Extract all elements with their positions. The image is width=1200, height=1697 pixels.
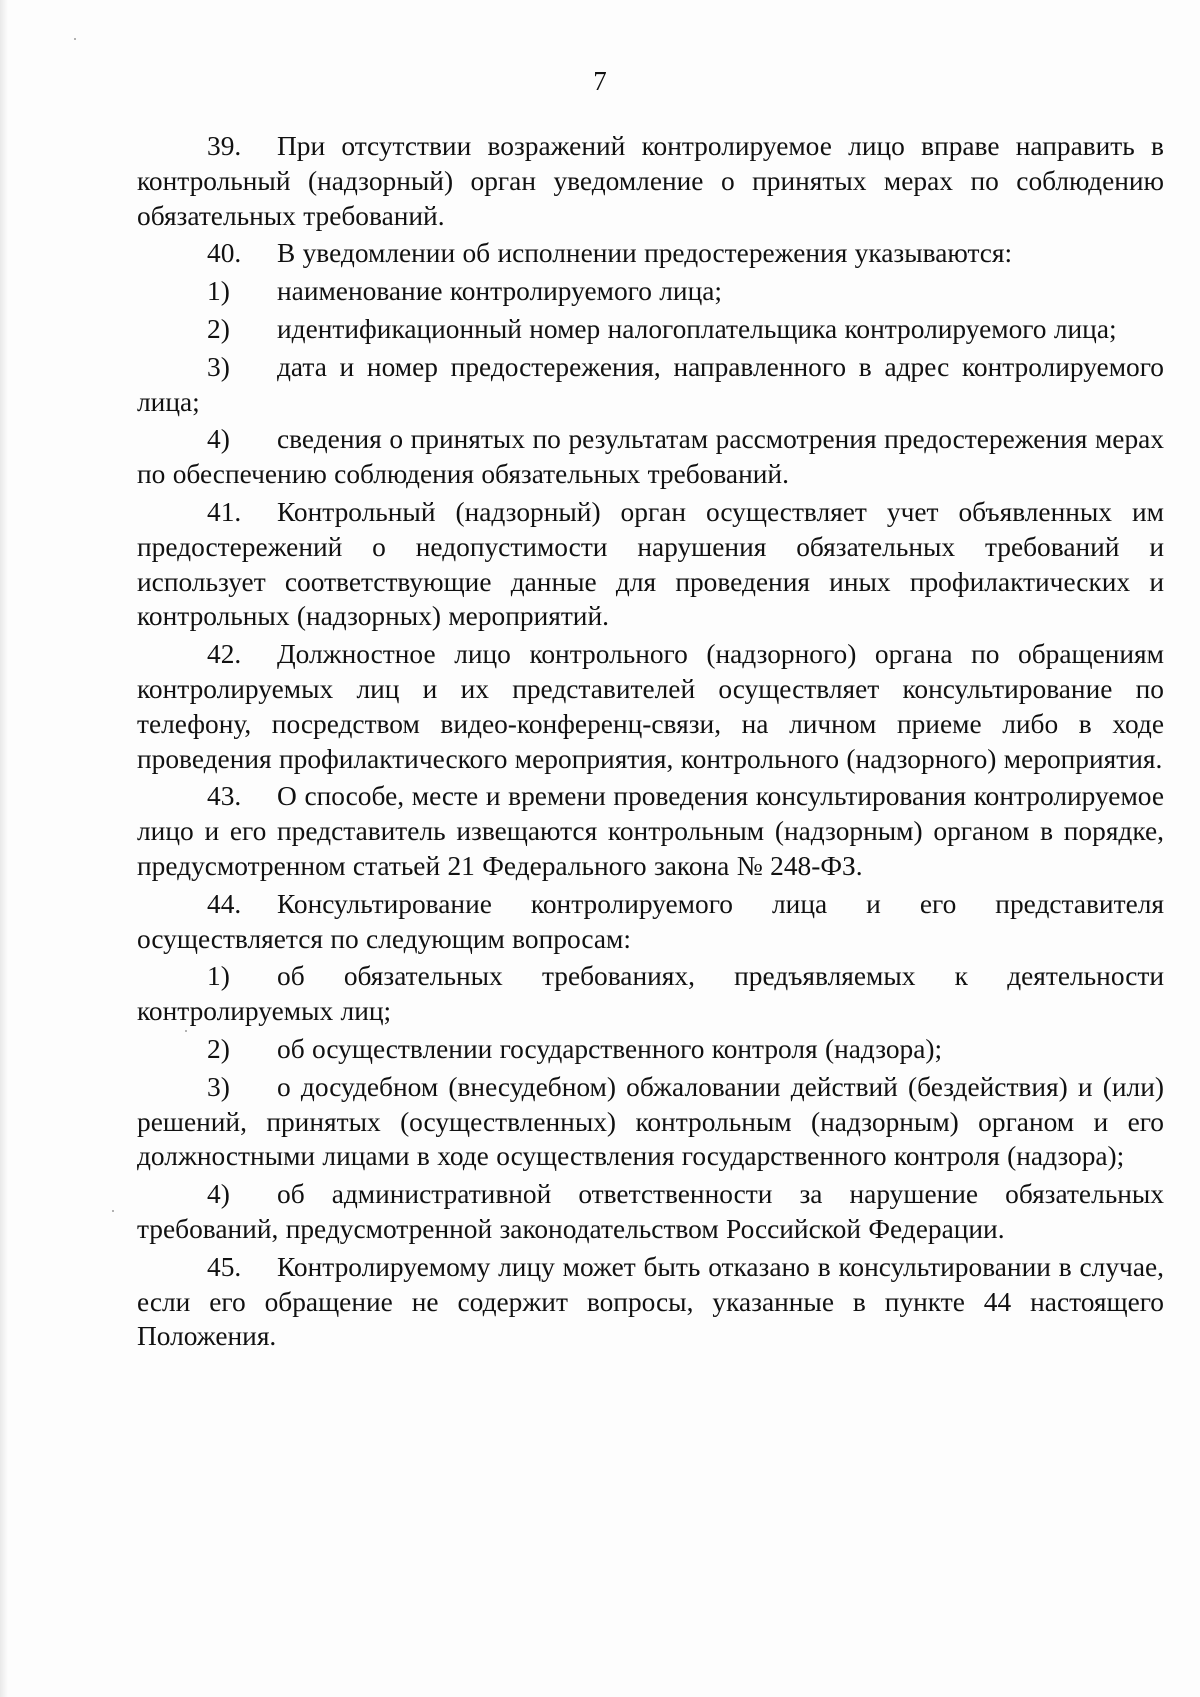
paragraph-42 [137,637,1164,776]
paragraph-text: В уведомлении об исполнении предостережения указываются: [277,238,1013,269]
scan-edge-shadow [0,0,8,1697]
paragraph-text: О способе, месте и времени проведения консультирования контролируемое лицо и его представитель извещаются контрольным (надзорным) органом в порядке, предусмотренном статьей 21 Федерального закона № 248-ФЗ. [137,781,1164,881]
list-item-number: 4) [207,424,230,455]
list-item-number: 2) [207,1033,230,1064]
list-item-text: наименование контролируемого лица; [277,276,722,307]
list-item-number: 1) [207,276,230,307]
scan-speck [112,1210,114,1212]
paragraph-43 [137,779,1164,883]
list-item-text: об административной ответственности за нарушение обязательных требований, предусмотренной законодательством Российской Федерации. [137,1179,1164,1244]
list-item-number: 3) [207,1071,230,1102]
list-item-number: 2) [207,313,230,344]
paragraph-text: Консультирование контролируемого лица и его представителя осуществляется по следующим вопросам: [137,888,1164,954]
list-item-number: 3) [207,351,230,382]
paragraph-41 [137,495,1164,634]
scan-speck [74,38,76,40]
list-item-40-4 [137,422,1164,492]
list-item-number: 1) [207,961,230,992]
paragraph-number: 45. [207,1251,242,1282]
paragraph-text: При отсутствии возражений контролируемое лицо вправе направить в контрольный (надзорный) орган уведомление о принятых мерах по соблюдению обязательных требований. [137,131,1164,231]
paragraph-39 [137,129,1164,233]
list-item-40-1 [137,274,1164,309]
paragraph-40 [137,236,1164,271]
page-number: 7 [593,66,607,96]
paragraph-45 [137,1250,1164,1354]
paragraph-number: 39. [207,131,242,161]
document-body [137,129,1164,1357]
list-item-text: дата и номер предостережения, направленного в адрес контролируемого лица; [137,351,1164,417]
list-item-text: о досудебном (внесудебном) обжаловании действий (бездействия) и (или) решений, принятых (осуществленных) контрольным (надзорным) органом и его должностными лицами в ходе осуществления государственного контроля (надзора); [137,1071,1164,1172]
paragraph-number: 41. [207,496,242,527]
list-item-text: об обязательных требованиях, предъявляемых к деятельности контролируемых лиц; [137,961,1164,1027]
list-item-40-2 [137,312,1164,347]
list-item-text: об осуществлении государственного контроля (надзора); [277,1033,943,1064]
paragraph-number: 42. [207,639,242,670]
list-item-number: 4) [207,1179,230,1210]
paragraph-text: Контрольный (надзорный) орган осуществляет учет объявленных им предостережений о недопустимости нарушения обязательных требований и использует соответствующие данные для проведения иных профилактических и контрольных (надзорных) мероприятий. [137,496,1164,632]
list-item-44-4 [137,1177,1164,1247]
list-item-44-1 [137,959,1164,1029]
list-item-40-3 [137,350,1164,420]
list-item-text: идентификационный номер налогоплательщика контролируемого лица; [277,313,1117,344]
paragraph-text: Контролируемому лицу может быть отказано в консультировании в случае, если его обращение не содержит вопросы, указанные в пункте 44 настоящего Положения. [137,1251,1164,1352]
list-item-44-2 [137,1032,1164,1067]
list-item-text: сведения о принятых по результатам рассмотрения предостережения мерах по обеспечению соблюдения обязательных требований. [137,424,1164,490]
paragraph-44 [137,887,1164,957]
paragraph-number: 40. [207,238,242,269]
list-item-44-3 [137,1070,1164,1174]
paragraph-number: 43. [207,781,242,812]
paragraph-number: 44. [207,888,242,919]
paragraph-text: Должностное лицо контрольного (надзорного) органа по обращениям контролируемых лиц и их представителей осуществляет консультирование по телефону, посредством видео-конференц-связи, на личном приеме либо в ходе проведения профилактического мероприятия, контрольного (надзорного) мероприятия. [137,639,1164,774]
